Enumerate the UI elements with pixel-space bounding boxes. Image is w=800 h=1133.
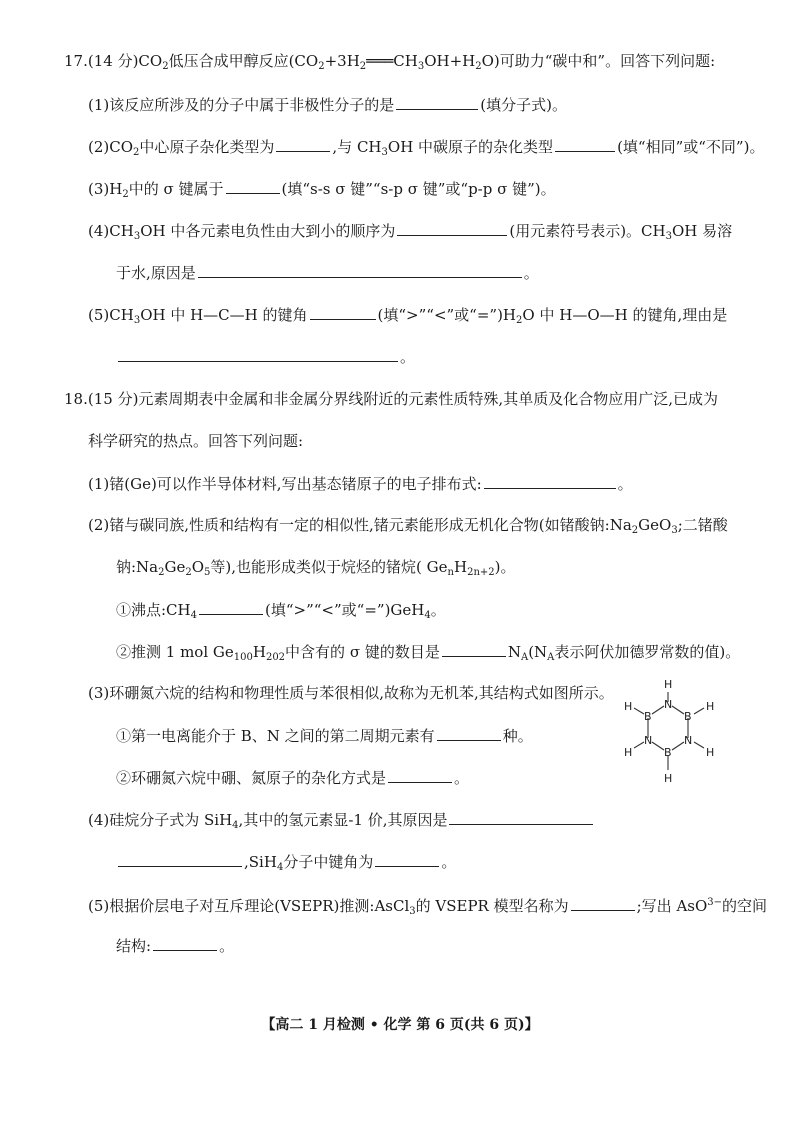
answer-blank[interactable] bbox=[198, 262, 522, 278]
atom-h: H bbox=[664, 772, 673, 785]
answer-blank[interactable] bbox=[375, 851, 439, 867]
q18-part2: (2)锗与碳同族,性质和结构有一定的相似性,锗元素能形成无机化合物(如锗酸钠$:Na_2GeO_3$;二锗酸 bbox=[88, 516, 728, 536]
q18-part2-cont: 钠$:Na_2Ge_2O_5$等),也能形成类似于烷烃的锗烷( $Ge_nH_{2n+2}$)。 bbox=[116, 558, 516, 578]
answer-blank[interactable] bbox=[449, 809, 593, 825]
atom-b: B bbox=[684, 710, 692, 723]
bond bbox=[652, 706, 664, 714]
bond bbox=[634, 708, 644, 714]
answer-blank[interactable] bbox=[276, 136, 330, 152]
q18-part3: (3)环硼氮六烷的结构和物理性质与苯很相似,故称为无机苯,其结构式如图所示。 bbox=[88, 684, 614, 702]
answer-blank[interactable] bbox=[555, 136, 615, 152]
atom-h: H bbox=[706, 746, 715, 759]
answer-blank[interactable] bbox=[571, 895, 635, 911]
answer-blank[interactable] bbox=[118, 346, 398, 362]
q18-part4-cont: ,SiH$_4$分子中键角为 。 bbox=[116, 851, 456, 878]
atom-h: H bbox=[706, 700, 715, 713]
atom-n: N bbox=[684, 734, 693, 747]
answer-blank[interactable] bbox=[153, 935, 217, 951]
atom-h: H bbox=[624, 746, 633, 759]
q17-part5: $(5)CH_3OH$ 中 H—C—H 的键角 (填“>”“<”或“$=”)H_2O$ 中 H—O—H 的键角,理由是 bbox=[88, 306, 728, 326]
q17-part3: $(3)H_2$中的 σ 键属于 (填“s-s σ 键”“s-p σ 键”或“p-p σ 键”)。 bbox=[88, 180, 556, 200]
q18-part3-1: ①第一电离能介于 B、N 之间的第二周期元素有 种。 bbox=[116, 727, 533, 745]
q17-intro: 17.(14 分)$CO_2$低压合成甲醇反应$(CO_2+3H_2═══CH_3OH+H_2O)$可助力“碳中和”。回答下列问题: bbox=[64, 52, 716, 72]
atom-n: N bbox=[644, 734, 653, 747]
answer-blank[interactable] bbox=[442, 641, 506, 657]
atom-h: H bbox=[624, 700, 633, 713]
q17-part2: $(2)CO_2$中心原子杂化类型为 ,与 $CH_3OH$ 中碳原子的杂化类型 (填“相同”或“不同”)。 bbox=[88, 138, 765, 158]
atom-b: B bbox=[664, 746, 672, 759]
answer-blank[interactable] bbox=[437, 725, 501, 741]
bond bbox=[672, 706, 684, 714]
bond bbox=[672, 742, 684, 750]
q18-part3-2: ②环硼氮六烷中硼、氮原子的杂化方式是 。 bbox=[116, 769, 470, 787]
answer-blank[interactable] bbox=[388, 767, 452, 783]
answer-blank[interactable] bbox=[397, 220, 507, 236]
q18-part1: (1)锗(Ge)可以作半导体材料,写出基态锗原子的电子排布式: 。 bbox=[88, 475, 633, 493]
atom-b: B bbox=[644, 710, 652, 723]
q17-part5-cont: 。 bbox=[116, 346, 415, 367]
bond bbox=[694, 742, 704, 748]
q18-intro: 18.(15 分)元素周期表中金属和非金属分界线附近的元素性质特殊,其单质及化合物应用广泛,已成为 bbox=[64, 390, 718, 408]
atom-n: N bbox=[664, 698, 673, 711]
bond bbox=[634, 742, 644, 748]
bond bbox=[652, 742, 664, 750]
answer-blank[interactable] bbox=[199, 599, 263, 615]
q18-intro-cont: 科学研究的热点。回答下列问题: bbox=[88, 432, 304, 450]
atom-h: H bbox=[664, 678, 673, 691]
q18-part5-cont: 结构: 。 bbox=[116, 937, 235, 955]
answer-blank[interactable] bbox=[396, 94, 478, 110]
answer-blank[interactable] bbox=[310, 304, 376, 320]
page-footer: 【高二 1 月检测 • 化学 第 6 页(共 6 页)】 bbox=[261, 1017, 539, 1033]
answer-blank[interactable] bbox=[118, 851, 242, 867]
q18-part2-1: ①沸点$:CH_4$ (填“>”“<”或“=”)GeH$_4$。 bbox=[116, 601, 446, 621]
q17-part4-cont: 于水,原因是 。 bbox=[116, 264, 539, 282]
q17-part4: $(4)CH_3OH$ 中各元素电负性由大到小的顺序为 (用元素符号表示)。$CH_3OH$ 易溶 bbox=[88, 222, 733, 242]
borazine-structure bbox=[622, 678, 722, 798]
bond bbox=[694, 708, 704, 714]
q17-part1: (1)该反应所涉及的分子中属于非极性分子的是 (填分子式)。 bbox=[88, 96, 567, 114]
q18-part5: (5)根据价层电子对互斥理论(VSEPR)推测:AsCl$_3$的 VSEPR 模型名称为 ;写出 AsO$^{3-}$的空间 bbox=[88, 897, 768, 917]
q18-part4: (4)硅烷分子式为 SiH$_4$,其中的氢元素显-1 价,其原因是 bbox=[88, 809, 595, 836]
answer-blank[interactable] bbox=[226, 178, 280, 194]
q18-part2-2: ②推测 1 mol $Ge_{100}H_{202}$中含有的 σ 键的数目是 $N_A(N_A$表示阿伏加德罗常数的值)。 bbox=[116, 643, 741, 663]
answer-blank[interactable] bbox=[484, 473, 616, 489]
